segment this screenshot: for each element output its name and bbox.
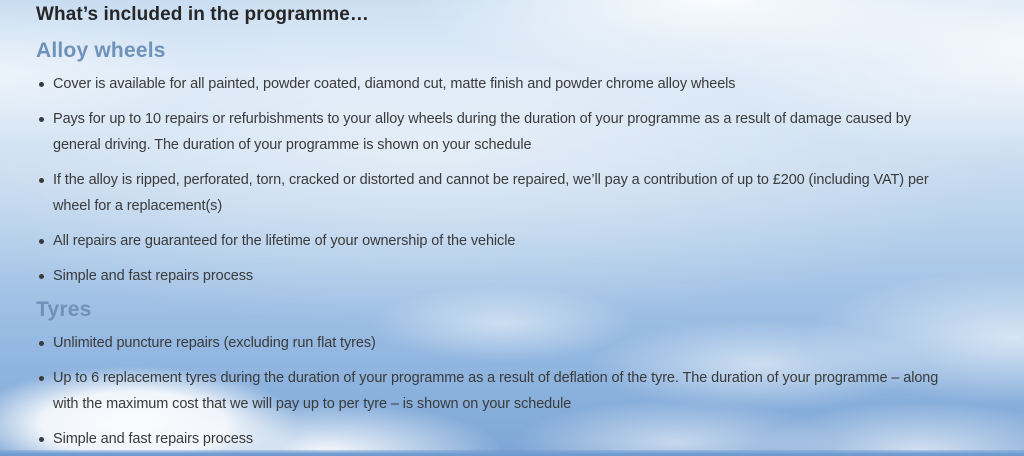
bullet-text: Simple and fast repairs process <box>53 431 253 447</box>
bullet-icon <box>39 274 44 279</box>
list-item <box>36 106 941 158</box>
list-item <box>36 426 941 452</box>
section-alloy-wheels <box>36 39 941 289</box>
bullet-text: Up to 6 replacement tyres during the duration of your programme as a result of deflation of the tyre. The duration of your programme – along with the maximum cost that we will pay up to per tyre – is shown on your schedule <box>53 370 939 412</box>
alloy-wheels-heading: Alloy wheels <box>36 39 166 62</box>
bullet-icon <box>39 117 44 122</box>
bullet-icon <box>39 341 44 346</box>
list-item <box>36 228 941 254</box>
bullet-icon <box>39 437 44 442</box>
bullet-text: Unlimited puncture repairs (excluding run flat tyres) <box>53 335 376 351</box>
bullet-text: All repairs are guaranteed for the lifetime of your ownership of the vehicle <box>53 233 516 249</box>
page-title: What’s included in the programme… <box>36 4 370 25</box>
tyres-heading: Tyres <box>36 298 92 321</box>
bullet-icon <box>39 82 44 87</box>
list-item <box>36 365 941 417</box>
bullet-text: If the alloy is ripped, perforated, torn, cracked or distorted and cannot be repaired, we’ll pay a contribution of up to £200 (including VAT) per wheel for a replacement(s) <box>53 172 929 214</box>
bullet-icon <box>39 239 44 244</box>
list-item <box>36 167 941 219</box>
bottom-edge-strip <box>0 450 1024 456</box>
list-item <box>36 71 941 97</box>
bullet-icon <box>39 376 44 381</box>
bullet-text: Simple and fast repairs process <box>53 268 253 284</box>
bullet-icon <box>39 178 44 183</box>
section-tyres <box>36 298 941 452</box>
bullet-text: Cover is available for all painted, powder coated, diamond cut, matte finish and powder chrome alloy wheels <box>53 76 736 92</box>
list-item <box>36 263 941 289</box>
list-item <box>36 330 941 356</box>
alloy-wheels-bullet-list <box>36 71 941 289</box>
tyres-bullet-list <box>36 330 941 452</box>
bullet-text: Pays for up to 10 repairs or refurbishments to your alloy wheels during the duration of your programme as a result of damage caused by general driving. The duration of your programme is shown on your schedule <box>53 111 911 153</box>
